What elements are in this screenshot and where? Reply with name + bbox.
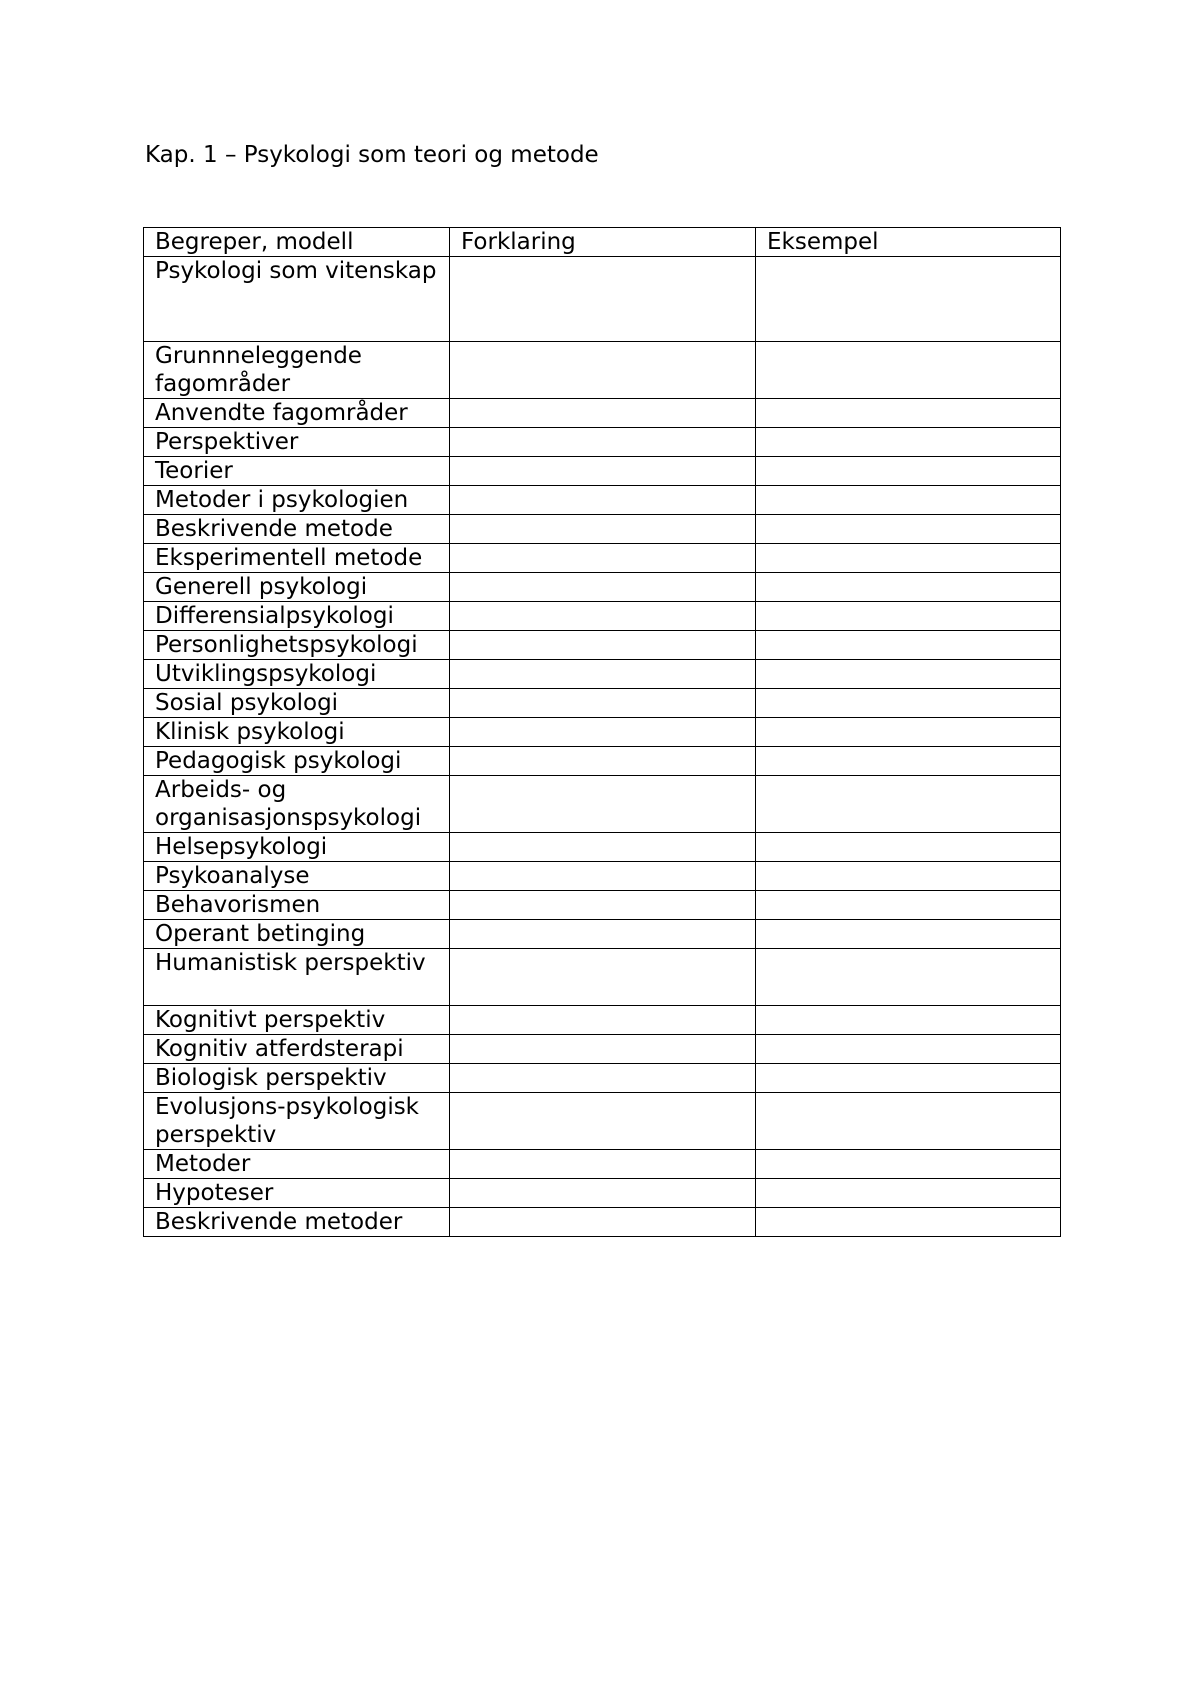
forklaring-cell[interactable] bbox=[450, 718, 756, 747]
table-row bbox=[144, 1093, 1061, 1150]
term-cell: Hypoteser bbox=[144, 1179, 450, 1208]
eksempel-cell[interactable] bbox=[756, 1035, 1061, 1064]
term-cell: Generell psykologi bbox=[144, 573, 450, 602]
term-cell: Beskrivende metode bbox=[144, 515, 450, 544]
eksempel-cell[interactable] bbox=[756, 1208, 1061, 1237]
forklaring-cell[interactable] bbox=[450, 891, 756, 920]
table-row bbox=[144, 747, 1061, 776]
table-row bbox=[144, 1208, 1061, 1237]
table-row bbox=[144, 660, 1061, 689]
eksempel-cell[interactable] bbox=[756, 747, 1061, 776]
term-cell: Personlighetspsykologi bbox=[144, 631, 450, 660]
table-row bbox=[144, 342, 1061, 399]
term-cell: Perspektiver bbox=[144, 428, 450, 457]
eksempel-cell[interactable] bbox=[756, 920, 1061, 949]
forklaring-cell[interactable] bbox=[450, 544, 756, 573]
table-row bbox=[144, 515, 1061, 544]
forklaring-cell[interactable] bbox=[450, 457, 756, 486]
forklaring-cell[interactable] bbox=[450, 949, 756, 1006]
term-cell: Klinisk psykologi bbox=[144, 718, 450, 747]
table-row bbox=[144, 1006, 1061, 1035]
table-row bbox=[144, 428, 1061, 457]
eksempel-cell[interactable] bbox=[756, 689, 1061, 718]
forklaring-cell[interactable] bbox=[450, 1006, 756, 1035]
eksempel-cell[interactable] bbox=[756, 486, 1061, 515]
term-cell: Utviklingspsykologi bbox=[144, 660, 450, 689]
table-row bbox=[144, 544, 1061, 573]
table-row bbox=[144, 718, 1061, 747]
term-cell: Psykologi som vitenskap bbox=[144, 257, 450, 342]
forklaring-cell[interactable] bbox=[450, 1093, 756, 1150]
eksempel-cell[interactable] bbox=[756, 257, 1061, 342]
forklaring-cell[interactable] bbox=[450, 631, 756, 660]
forklaring-cell[interactable] bbox=[450, 660, 756, 689]
eksempel-cell[interactable] bbox=[756, 949, 1061, 1006]
forklaring-cell[interactable] bbox=[450, 257, 756, 342]
eksempel-cell[interactable] bbox=[756, 428, 1061, 457]
table-row bbox=[144, 920, 1061, 949]
eksempel-cell[interactable] bbox=[756, 602, 1061, 631]
term-cell: Pedagogisk psykologi bbox=[144, 747, 450, 776]
term-cell: Helsepsykologi bbox=[144, 833, 450, 862]
forklaring-cell[interactable] bbox=[450, 862, 756, 891]
term-cell: Anvendte fagområder bbox=[144, 399, 450, 428]
forklaring-cell[interactable] bbox=[450, 1035, 756, 1064]
table-row bbox=[144, 689, 1061, 718]
table-row bbox=[144, 833, 1061, 862]
term-cell: Arbeids- og organisasjonspsykologi bbox=[144, 776, 450, 833]
table-row bbox=[144, 457, 1061, 486]
table-body bbox=[144, 228, 1061, 1237]
forklaring-cell[interactable] bbox=[450, 833, 756, 862]
forklaring-cell[interactable] bbox=[450, 776, 756, 833]
table-row bbox=[144, 1035, 1061, 1064]
term-cell: Differensialpsykologi bbox=[144, 602, 450, 631]
table-row bbox=[144, 486, 1061, 515]
page-title: Kap. 1 – Psykologi som teori og metode bbox=[145, 142, 599, 168]
term-cell: Psykoanalyse bbox=[144, 862, 450, 891]
eksempel-cell[interactable] bbox=[756, 515, 1061, 544]
table-row bbox=[144, 891, 1061, 920]
table-row bbox=[144, 776, 1061, 833]
term-cell: Metoder bbox=[144, 1150, 450, 1179]
table-row bbox=[144, 257, 1061, 342]
eksempel-cell[interactable] bbox=[756, 1093, 1061, 1150]
term-cell: Behavorismen bbox=[144, 891, 450, 920]
term-cell: Beskrivende metoder bbox=[144, 1208, 450, 1237]
eksempel-cell[interactable] bbox=[756, 833, 1061, 862]
forklaring-cell[interactable] bbox=[450, 1179, 756, 1208]
eksempel-cell[interactable] bbox=[756, 776, 1061, 833]
eksempel-cell[interactable] bbox=[756, 544, 1061, 573]
concept-table bbox=[143, 227, 1061, 1237]
table-row bbox=[144, 573, 1061, 602]
term-cell: Humanistisk perspektiv bbox=[144, 949, 450, 1006]
term-cell: Sosial psykologi bbox=[144, 689, 450, 718]
eksempel-cell[interactable] bbox=[756, 718, 1061, 747]
eksempel-cell[interactable] bbox=[756, 1179, 1061, 1208]
table-row bbox=[144, 399, 1061, 428]
header-forklaring: Forklaring bbox=[450, 228, 756, 257]
eksempel-cell[interactable] bbox=[756, 631, 1061, 660]
forklaring-cell[interactable] bbox=[450, 486, 756, 515]
table-row bbox=[144, 949, 1061, 1006]
eksempel-cell[interactable] bbox=[756, 891, 1061, 920]
forklaring-cell[interactable] bbox=[450, 428, 756, 457]
eksempel-cell[interactable] bbox=[756, 1006, 1061, 1035]
table-row bbox=[144, 862, 1061, 891]
term-cell: Eksperimentell metode bbox=[144, 544, 450, 573]
forklaring-cell[interactable] bbox=[450, 747, 756, 776]
term-cell: Teorier bbox=[144, 457, 450, 486]
forklaring-cell[interactable] bbox=[450, 689, 756, 718]
eksempel-cell[interactable] bbox=[756, 660, 1061, 689]
header-eksempel: Eksempel bbox=[756, 228, 1061, 257]
eksempel-cell[interactable] bbox=[756, 342, 1061, 399]
eksempel-cell[interactable] bbox=[756, 399, 1061, 428]
table-header-row bbox=[144, 228, 1061, 257]
term-cell: Metoder i psykologien bbox=[144, 486, 450, 515]
term-cell: Kognitivt perspektiv bbox=[144, 1006, 450, 1035]
forklaring-cell[interactable] bbox=[450, 1208, 756, 1237]
table-row bbox=[144, 631, 1061, 660]
eksempel-cell[interactable] bbox=[756, 457, 1061, 486]
term-cell: Evolusjons-psykologisk perspektiv bbox=[144, 1093, 450, 1150]
table-row bbox=[144, 1150, 1061, 1179]
table-row bbox=[144, 602, 1061, 631]
eksempel-cell[interactable] bbox=[756, 573, 1061, 602]
forklaring-cell[interactable] bbox=[450, 602, 756, 631]
table-row bbox=[144, 1064, 1061, 1093]
term-cell: Kognitiv atferdsterapi bbox=[144, 1035, 450, 1064]
term-cell: Biologisk perspektiv bbox=[144, 1064, 450, 1093]
forklaring-cell[interactable] bbox=[450, 920, 756, 949]
forklaring-cell[interactable] bbox=[450, 1064, 756, 1093]
forklaring-cell[interactable] bbox=[450, 342, 756, 399]
table-row bbox=[144, 1179, 1061, 1208]
forklaring-cell[interactable] bbox=[450, 399, 756, 428]
header-begreper: Begreper, modell bbox=[144, 228, 450, 257]
term-cell: Operant betinging bbox=[144, 920, 450, 949]
forklaring-cell[interactable] bbox=[450, 1150, 756, 1179]
eksempel-cell[interactable] bbox=[756, 1064, 1061, 1093]
term-cell: Grunnneleggende fagområder bbox=[144, 342, 450, 399]
eksempel-cell[interactable] bbox=[756, 862, 1061, 891]
forklaring-cell[interactable] bbox=[450, 515, 756, 544]
forklaring-cell[interactable] bbox=[450, 573, 756, 602]
eksempel-cell[interactable] bbox=[756, 1150, 1061, 1179]
